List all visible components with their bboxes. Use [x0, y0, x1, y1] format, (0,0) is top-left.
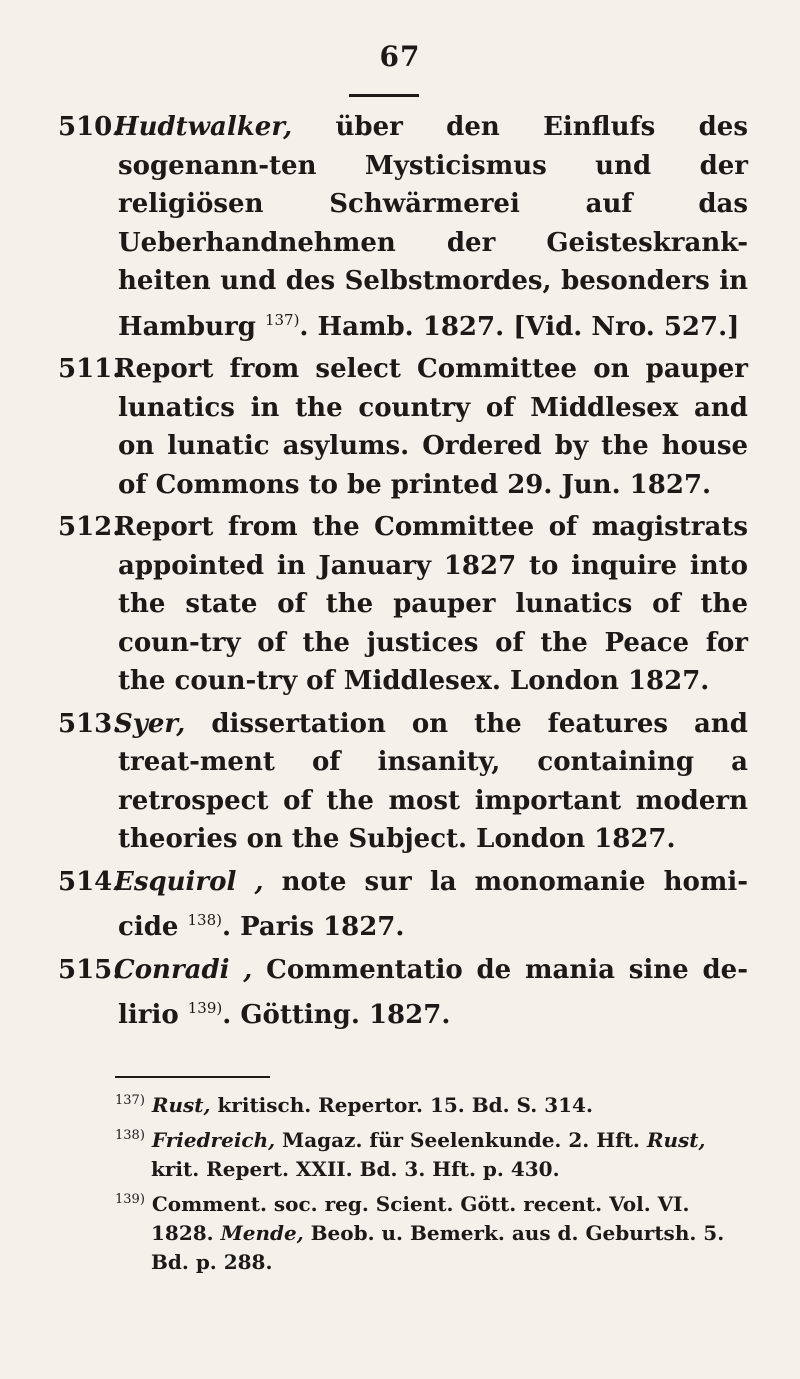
entry-author: Syer,	[114, 708, 186, 739]
footnote-mark: 138)	[115, 1128, 145, 1143]
footnote-mark: 137)	[115, 1093, 145, 1108]
entry-text: . Götting. 1827.	[222, 1000, 451, 1030]
entry-513	[58, 705, 748, 859]
entry-number: 512.	[58, 512, 122, 542]
footnote-rule	[115, 1076, 270, 1078]
entry-515	[58, 951, 748, 1035]
header-rule	[349, 94, 419, 97]
footnote-ref: 137)	[264, 310, 300, 329]
entry-text: Report from the Committee of magistrats appointed in January 1827 to inquire into the state of the pauper lunatics of the coun-try of the justices of the Peace for the coun-try of Middlesex. London 1827.	[114, 512, 748, 696]
footnote-text: Beob. u. Bemerk. aus d. Geburtsh. 5. Bd. p. 288.	[151, 1221, 725, 1274]
footnote-text: krit. Repert. XXII. Bd. 3. Hft. p. 430.	[151, 1157, 560, 1181]
footnote-author: Mende,	[220, 1221, 304, 1245]
entry-text: dissertation on the features and treat-ment of insanity, containing a retrospect of the most important modern theories on the Subject. London 1827.	[118, 708, 748, 854]
footnote-139	[115, 1185, 755, 1277]
entry-text: . Hamb. 1827. [Vid. Nro. 527.]	[299, 311, 740, 342]
footnote-author: Rust,	[646, 1128, 706, 1152]
entry-number: 510.	[58, 112, 122, 142]
entry-512	[58, 508, 748, 701]
footnote-ref: 138)	[187, 911, 222, 929]
entry-author: Hudtwalker,	[114, 112, 293, 142]
page-number: 67	[379, 40, 421, 73]
footnote-author: Friedreich,	[151, 1128, 276, 1152]
bibliography-list	[58, 108, 748, 1039]
entry-text: note sur la monomanie homi-cide	[118, 866, 748, 942]
entry-number: 515.	[58, 954, 122, 985]
entry-number: 511.	[58, 354, 122, 384]
entry-text: . Paris 1827.	[221, 912, 405, 942]
entry-number: 513.	[58, 708, 122, 739]
entry-number: 514.	[58, 866, 122, 897]
footnote-ref: 139)	[187, 999, 223, 1017]
entry-text: über den Einflufs des sogenann-ten Mysticismus und der religiösen Schwärmerei auf das Ueberhandnehmen der Geisteskrank-heiten und des Selbstmordes, besonders in Hamburg	[118, 112, 748, 342]
footnote-mark: 139)	[115, 1192, 145, 1207]
entry-text: Report from select Committee on pauper lunatics in the country of Middlesex and on lunatic asylums. Ordered by the house of Commons to be printed 29. Jun. 1827.	[114, 354, 748, 500]
footnotes	[115, 1086, 755, 1278]
entry-511	[58, 350, 748, 504]
footnote-138	[115, 1121, 755, 1184]
footnote-137	[115, 1086, 755, 1120]
footnote-text: Comment. soc. reg. Scient. Gött. recent. Vol. VI. 1828.	[151, 1192, 690, 1245]
entry-author: Esquirol ,	[114, 866, 264, 897]
entry-510	[58, 108, 748, 346]
footnote-author: Rust,	[151, 1093, 211, 1117]
entry-author: Conradi ,	[114, 954, 253, 985]
entry-text: Commentatio de mania sine de-lirio	[118, 954, 748, 1030]
footnote-text: Magaz. für Seelenkunde. 2. Hft.	[275, 1128, 647, 1152]
footnote-text: kritisch. Repertor. 15. Bd. S. 314.	[210, 1093, 593, 1117]
entry-514	[58, 863, 748, 947]
